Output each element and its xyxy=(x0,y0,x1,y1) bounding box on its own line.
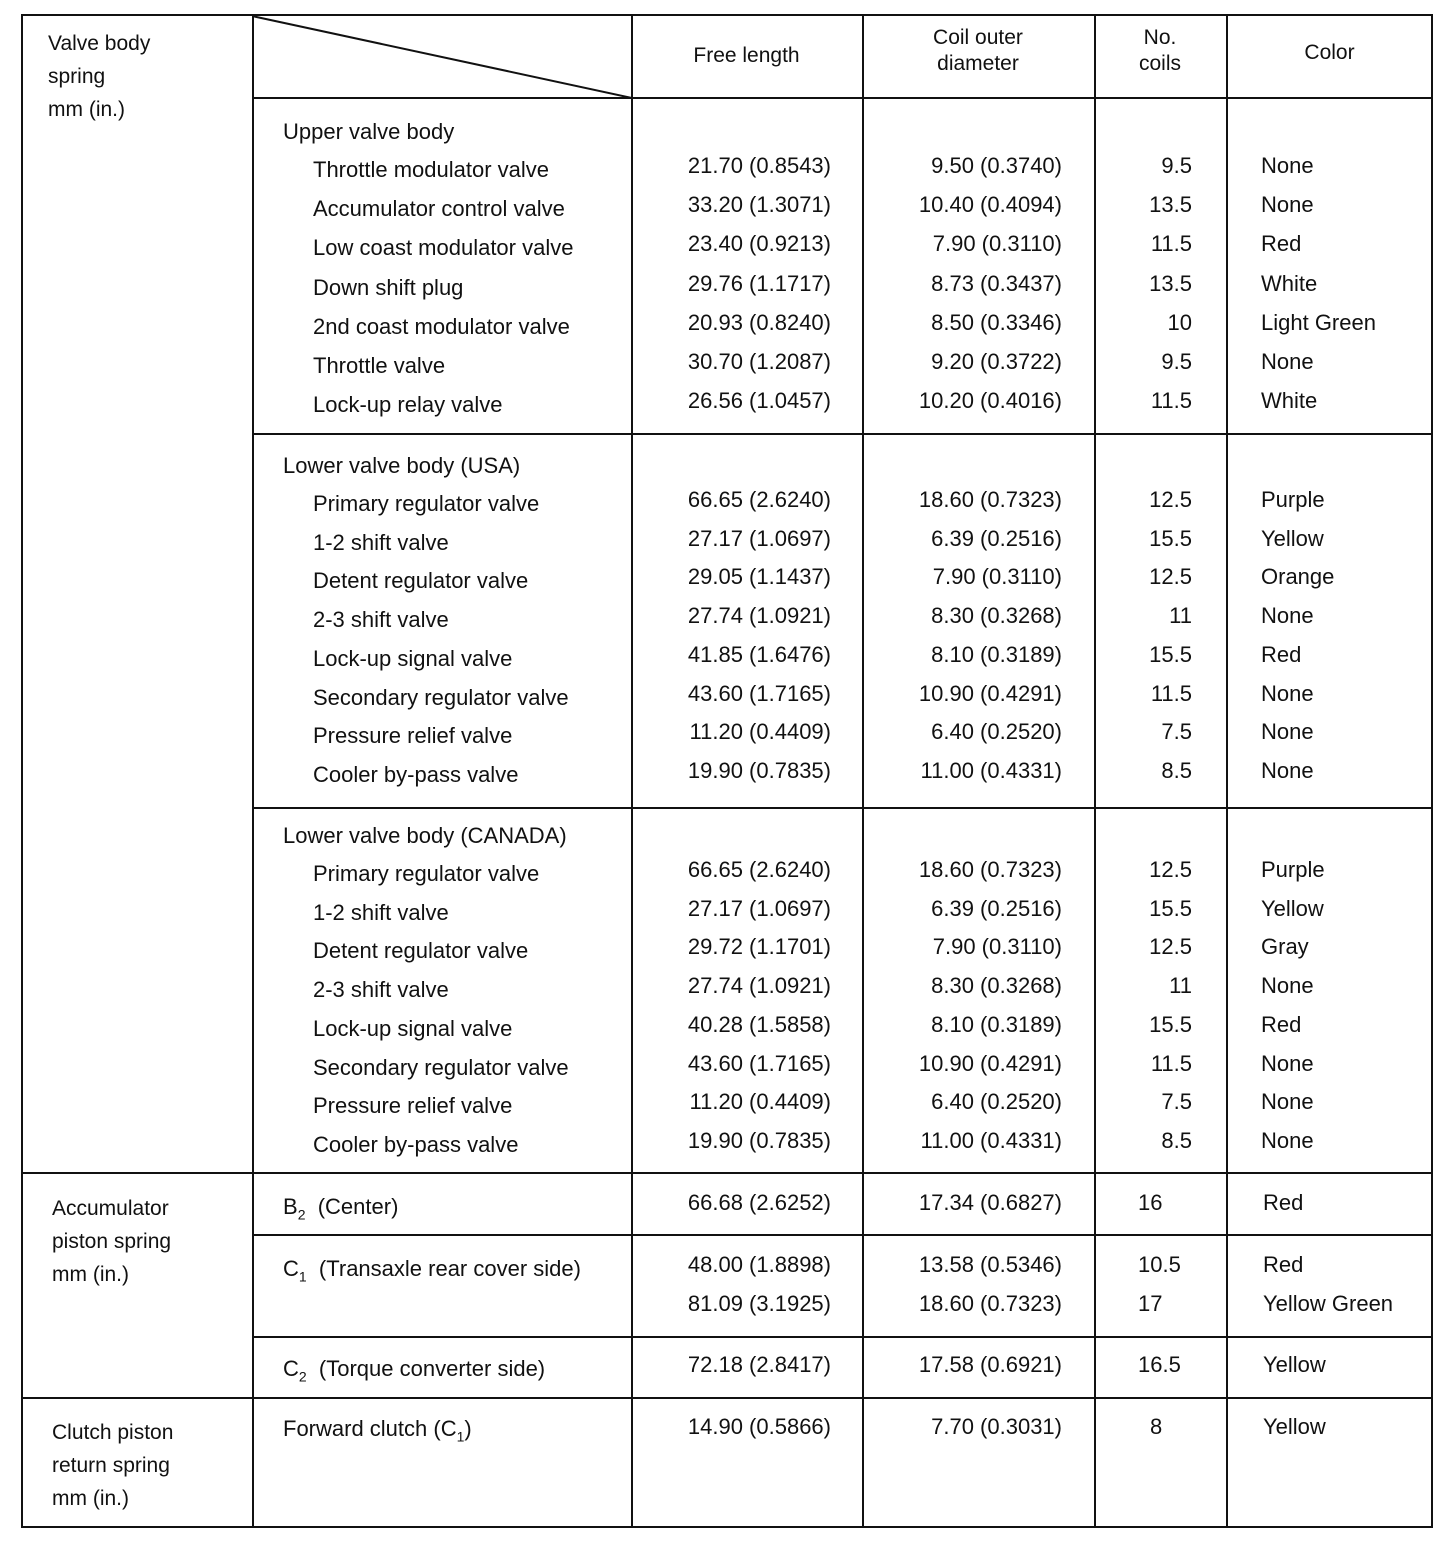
coils-cell: 8 xyxy=(1150,1414,1163,1439)
free-length-cell: 40.28 (1.5858) xyxy=(687,1011,831,1037)
color-cell: None xyxy=(1261,192,1314,218)
free-length-cell: 19.90 (0.7835) xyxy=(687,1127,831,1153)
coils-cell: 17 xyxy=(1138,1291,1163,1316)
category-accumulator xyxy=(52,1192,171,1291)
coils-cell: 8.5 xyxy=(1161,1127,1192,1153)
color-cell: None xyxy=(1261,719,1314,745)
row-rule xyxy=(252,1234,1431,1236)
coils-cell: 11.5 xyxy=(1150,388,1192,414)
coil-od-cell: 10.90 (0.4291) xyxy=(918,680,1062,706)
coil-od-cell: 8.10 (0.3189) xyxy=(931,1011,1062,1037)
color-cell: Light Green xyxy=(1261,309,1376,335)
category-line: Accumulator xyxy=(52,1197,169,1220)
label-subscript: 2 xyxy=(297,1206,306,1223)
coil-od-cell: 7.90 (0.3110) xyxy=(932,564,1062,590)
free-length-cell: 27.17 (1.0697) xyxy=(687,895,831,921)
coil-od-cell: 11.00 (0.4331) xyxy=(920,1127,1062,1153)
coil-od-cell: 6.39 (0.2516) xyxy=(931,525,1062,551)
coil-od-cell: 13.58 (0.5346) xyxy=(918,1252,1062,1277)
header-coil-od xyxy=(862,25,1094,77)
coil-od-cell: 8.30 (0.3268) xyxy=(931,603,1062,629)
coils-cell: 12.5 xyxy=(1149,857,1192,882)
coils-cell: 10.5 xyxy=(1138,1252,1181,1277)
coil-od-cell: 18.60 (0.7323) xyxy=(918,487,1062,512)
category-line: mm (in.) xyxy=(52,1263,129,1286)
valve-name-cell: Primary regulator valve xyxy=(313,491,540,516)
header-no-coils xyxy=(1094,25,1226,77)
free-length-cell: 19.90 (0.7835) xyxy=(687,757,831,783)
coil-od-cell: 9.20 (0.3722) xyxy=(931,349,1062,374)
category-line: Clutch piston xyxy=(52,1421,174,1444)
coil-od-cell: 8.50 (0.3346) xyxy=(931,309,1062,335)
color-cell: None xyxy=(1261,1089,1314,1115)
coils-cell: 11 xyxy=(1169,603,1192,629)
accumulator-c2-label xyxy=(283,1356,545,1389)
valve-name-cell: 2nd coast modulator valve xyxy=(313,313,570,339)
valve-name-cell: Pressure relief valve xyxy=(313,723,513,749)
coil-od-cell: 17.58 (0.6921) xyxy=(918,1352,1062,1377)
coil-od-cell: 9.50 (0.3740) xyxy=(931,153,1062,178)
category-rule xyxy=(23,1397,1431,1399)
valve-name-cell: Throttle valve xyxy=(313,353,446,378)
coil-od-cell: 6.40 (0.2520) xyxy=(931,719,1062,745)
color-cell: Gray xyxy=(1261,934,1309,960)
coil-od-cell: 18.60 (0.7323) xyxy=(918,857,1062,882)
coil-od-cell: 10.40 (0.4094) xyxy=(918,192,1062,218)
color-cell: Yellow xyxy=(1261,525,1324,551)
free-length-cell: 66.68 (2.6252) xyxy=(687,1190,831,1215)
coils-cell: 9.5 xyxy=(1161,153,1192,178)
label-letter: B xyxy=(283,1194,298,1219)
section-title-lower-usa: Lower valve body (USA) xyxy=(283,453,521,478)
coils-cell: 15.5 xyxy=(1149,641,1192,667)
label-subscript: 2 xyxy=(298,1368,307,1385)
valve-name-cell: 2-3 shift valve xyxy=(313,977,449,1003)
color-cell: None xyxy=(1261,603,1314,629)
coils-cell: 13.5 xyxy=(1149,192,1192,218)
coils-cell: 13.5 xyxy=(1149,270,1192,296)
coils-cell: 11.5 xyxy=(1150,680,1192,706)
valve-name-cell: Down shift plug xyxy=(313,274,464,300)
free-length-cell: 20.93 (0.8240) xyxy=(687,309,831,335)
free-length-cell: 43.60 (1.7165) xyxy=(687,1050,831,1076)
section-title-upper: Upper valve body xyxy=(283,119,455,144)
coil-od-cell: 11.00 (0.4331) xyxy=(920,757,1062,783)
free-length-cell: 23.40 (0.9213) xyxy=(687,231,831,257)
free-length-cell: 26.56 (1.0457) xyxy=(687,388,831,414)
coil-od-cell: 6.40 (0.2520) xyxy=(931,1089,1062,1115)
coils-cell: 7.5 xyxy=(1161,1089,1192,1115)
category-line: spring xyxy=(48,65,106,88)
category-rule xyxy=(23,1172,1431,1174)
label-letter: C xyxy=(283,1256,299,1281)
valve-name-cell: Cooler by-pass valve xyxy=(313,761,519,787)
coils-cell: 16 xyxy=(1138,1190,1163,1215)
valve-name-cell: Primary regulator valve xyxy=(313,861,540,886)
valve-name-cell: Secondary regulator valve xyxy=(313,1054,569,1080)
color-cell: None xyxy=(1261,680,1314,706)
category-line: piston spring xyxy=(52,1230,172,1253)
header-diagonal xyxy=(252,16,632,98)
free-length-cell: 27.74 (1.0921) xyxy=(687,973,831,999)
color-cell: None xyxy=(1261,1050,1314,1076)
coils-cell: 8.5 xyxy=(1161,757,1192,783)
coils-cell: 12.5 xyxy=(1149,487,1192,512)
free-length-cell: 43.60 (1.7165) xyxy=(687,680,831,706)
valve-name-cell: Throttle modulator valve xyxy=(313,157,549,182)
header-free-length: Free length xyxy=(693,44,800,67)
coils-cell: 15.5 xyxy=(1149,895,1192,921)
color-cell: None xyxy=(1261,349,1314,374)
section-title-lower-canada: Lower valve body (CANADA) xyxy=(283,823,567,848)
label-suffix: (Torque converter side) xyxy=(318,1356,546,1381)
header-color: Color xyxy=(1304,41,1355,64)
valve-name-cell: 1-2 shift valve xyxy=(313,529,449,555)
color-cell: Yellow xyxy=(1263,1414,1326,1439)
coils-cell: 11.5 xyxy=(1150,231,1192,257)
color-cell: Yellow xyxy=(1263,1352,1326,1377)
free-length-cell: 11.20 (0.4409) xyxy=(689,719,831,745)
color-cell: Purple xyxy=(1261,487,1325,512)
coil-od-cell: 7.70 (0.3031) xyxy=(931,1414,1062,1439)
coil-od-cell: 8.30 (0.3268) xyxy=(931,973,1062,999)
label-subscript: 1 xyxy=(298,1268,307,1285)
valve-name-cell: Cooler by-pass valve xyxy=(313,1131,519,1157)
label-suffix: (Transaxle rear cover side) xyxy=(318,1256,581,1281)
free-length-cell: 66.65 (2.6240) xyxy=(687,487,831,512)
coils-cell: 11.5 xyxy=(1150,1050,1192,1076)
header-coil-od-line2: diameter xyxy=(937,52,1019,75)
category-valve-body xyxy=(48,27,150,126)
valve-name-cell: Lock-up signal valve xyxy=(313,1015,513,1041)
coils-cell: 12.5 xyxy=(1149,564,1192,590)
coils-cell: 11 xyxy=(1169,973,1192,999)
color-cell: None xyxy=(1261,757,1314,783)
free-length-cell: 48.00 (1.8898) xyxy=(687,1252,831,1277)
valve-name-cell: Low coast modulator valve xyxy=(313,235,574,261)
free-length-cell: 14.90 (0.5866) xyxy=(687,1414,831,1439)
free-length-cell: 11.20 (0.4409) xyxy=(689,1089,831,1115)
coils-cell: 9.5 xyxy=(1161,349,1192,374)
free-length-cell: 29.72 (1.1701) xyxy=(687,934,831,960)
accumulator-c1-label xyxy=(283,1256,581,1289)
coils-cell: 7.5 xyxy=(1161,719,1192,745)
color-cell: Yellow Green xyxy=(1263,1291,1394,1316)
free-length-cell: 33.20 (1.3071) xyxy=(687,192,831,218)
coil-od-cell: 10.90 (0.4291) xyxy=(918,1050,1062,1076)
column-rule xyxy=(252,16,254,1526)
color-cell: Purple xyxy=(1261,857,1325,882)
clutch-forward-label xyxy=(283,1416,472,1449)
color-cell: Red xyxy=(1261,1011,1302,1037)
section-rule xyxy=(252,807,1431,809)
header-coil-od-line1: Coil outer xyxy=(933,26,1023,49)
coil-od-cell: 7.90 (0.3110) xyxy=(932,231,1062,257)
valve-name-cell: Accumulator control valve xyxy=(313,196,565,222)
valve-name-cell: Pressure relief valve xyxy=(313,1093,513,1119)
label-close: ) xyxy=(464,1416,472,1441)
coils-cell: 15.5 xyxy=(1149,525,1192,551)
free-length-cell: 30.70 (1.2087) xyxy=(687,349,831,374)
label-letter: C xyxy=(283,1356,299,1381)
section-rule xyxy=(252,433,1431,435)
free-length-cell: 66.65 (2.6240) xyxy=(687,857,831,882)
header-no-coils-line1: No. xyxy=(1143,26,1177,49)
color-cell: Yellow xyxy=(1261,895,1324,921)
color-cell: Red xyxy=(1261,641,1302,667)
free-length-cell: 41.85 (1.6476) xyxy=(687,641,831,667)
coils-cell: 16.5 xyxy=(1138,1352,1181,1377)
label-subscript: 1 xyxy=(456,1428,465,1445)
free-length-cell: 72.18 (2.8417) xyxy=(687,1352,831,1377)
header-no-coils-line2: coils xyxy=(1138,52,1181,75)
coils-cell: 15.5 xyxy=(1149,1011,1192,1037)
category-line: Valve body xyxy=(48,32,151,55)
free-length-cell: 81.09 (3.1925) xyxy=(687,1291,831,1316)
color-cell: Red xyxy=(1261,231,1302,257)
valve-name-cell: Detent regulator valve xyxy=(313,938,529,964)
coil-od-cell: 10.20 (0.4016) xyxy=(918,388,1062,414)
free-length-cell: 29.05 (1.1437) xyxy=(687,564,831,590)
coil-od-cell: 7.90 (0.3110) xyxy=(932,934,1062,960)
coil-od-cell: 8.73 (0.3437) xyxy=(931,270,1062,296)
column-rule xyxy=(1226,16,1228,1526)
coil-od-cell: 18.60 (0.7323) xyxy=(918,1291,1062,1316)
coils-cell: 10 xyxy=(1167,309,1192,335)
color-cell: Red xyxy=(1263,1252,1304,1277)
valve-name-cell: Secondary regulator valve xyxy=(313,684,569,710)
label-text: Forward clutch (C xyxy=(283,1416,457,1441)
color-cell: White xyxy=(1261,388,1318,414)
free-length-cell: 27.17 (1.0697) xyxy=(687,525,831,551)
color-cell: White xyxy=(1261,270,1318,296)
label-suffix: (Center) xyxy=(317,1194,399,1219)
category-clutch xyxy=(52,1416,173,1515)
accumulator-b2-label xyxy=(283,1194,398,1227)
valve-name-cell: Lock-up signal valve xyxy=(313,645,513,671)
coil-od-cell: 8.10 (0.3189) xyxy=(931,641,1062,667)
color-cell: Orange xyxy=(1261,564,1335,590)
free-length-cell: 27.74 (1.0921) xyxy=(687,603,831,629)
color-cell: None xyxy=(1261,1127,1314,1153)
free-length-cell: 21.70 (0.8543) xyxy=(687,153,831,178)
free-length-cell: 29.76 (1.1717) xyxy=(687,270,831,296)
color-cell: None xyxy=(1261,973,1314,999)
coils-cell: 12.5 xyxy=(1149,934,1192,960)
category-line: mm (in.) xyxy=(48,98,125,121)
row-rule xyxy=(252,1336,1431,1338)
valve-name-cell: Detent regulator valve xyxy=(313,568,529,594)
category-line: return spring xyxy=(52,1454,170,1477)
valve-name-cell: 2-3 shift valve xyxy=(313,607,449,633)
category-line: mm (in.) xyxy=(52,1487,129,1510)
coil-od-cell: 6.39 (0.2516) xyxy=(931,895,1062,921)
valve-spring-spec-table xyxy=(21,14,1433,1528)
valve-name-cell: 1-2 shift valve xyxy=(313,899,449,925)
color-cell: None xyxy=(1261,153,1314,178)
valve-name-cell: Lock-up relay valve xyxy=(313,392,503,418)
color-cell: Red xyxy=(1263,1190,1304,1215)
coil-od-cell: 17.34 (0.6827) xyxy=(918,1190,1062,1215)
